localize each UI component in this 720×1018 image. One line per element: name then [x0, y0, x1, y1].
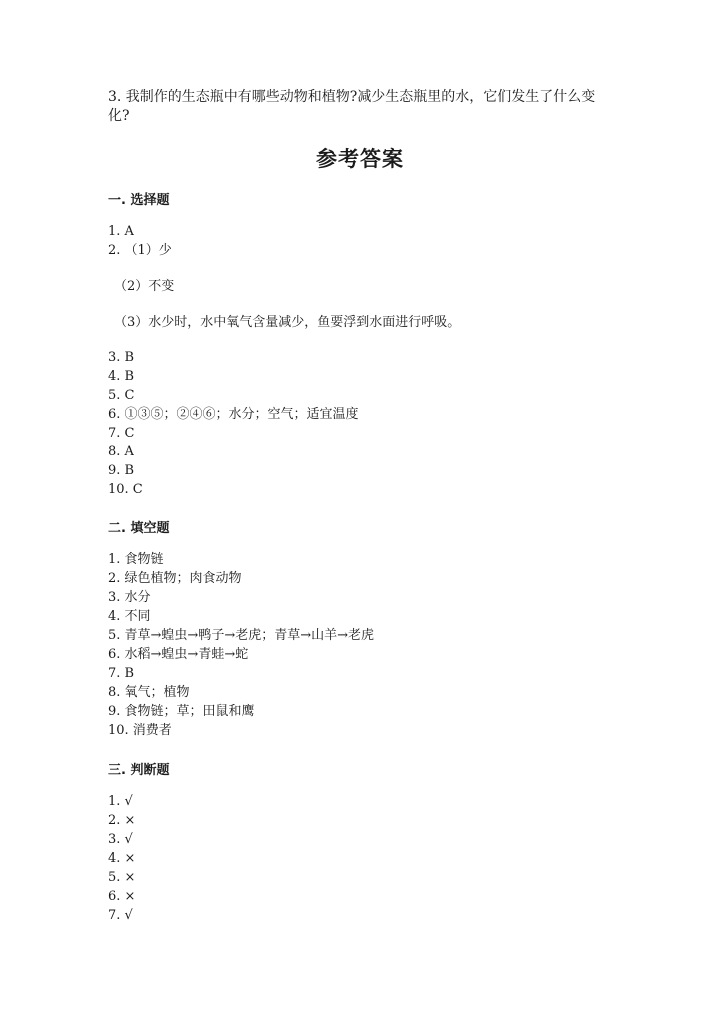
answer-line: 2. 绿色植物；肉食动物 — [108, 571, 242, 586]
answer-line: 10. 消费者 — [108, 723, 172, 738]
answer-line: 4. 不同 — [108, 609, 151, 624]
answer-line: 3. B — [108, 350, 135, 365]
answer-line: 1. A — [108, 224, 134, 239]
answer-line: 9. B — [108, 463, 135, 478]
answer-line: 2. × — [108, 813, 136, 828]
answer-line: 3. 水分 — [108, 590, 151, 605]
answer-line: 6. ①③⑤；②④⑥；水分；空气；适宜温度 — [108, 407, 359, 422]
answer-line: 5. 青草→蝗虫→鸭子→老虎；青草→山羊→老虎 — [108, 628, 374, 643]
answer-line: 3. √ — [108, 832, 133, 847]
answer-line: （2）不变 — [114, 279, 175, 294]
question-3-line-1: 3. 我制作的生态瓶中有哪些动物和植物?减少生态瓶里的水，它们发生了什么变 — [108, 89, 596, 105]
answer-line: 5. × — [108, 870, 136, 885]
answer-line: 1. √ — [108, 794, 133, 809]
section-heading-fill-blank: 二. 填空题 — [108, 521, 170, 536]
answer-line: 2. （1）少 — [108, 243, 172, 258]
section-heading-choice: 一. 选择题 — [108, 193, 170, 208]
answer-line: （3）水少时，水中氧气含量减少，鱼要浮到水面进行呼吸。 — [114, 315, 461, 330]
answer-line: 6. × — [108, 889, 136, 904]
question-3 — [108, 88, 628, 126]
question-3-line-2: 化? — [108, 108, 130, 124]
answer-line: 4. × — [108, 851, 136, 866]
answer-line: 8. 氧气；植物 — [108, 685, 190, 700]
answer-line: 5. C — [108, 388, 135, 403]
section-heading-true-false: 三. 判断题 — [108, 763, 170, 778]
answer-line: 6. 水稻→蝗虫→青蛙→蛇 — [108, 647, 249, 662]
answer-line: 4. B — [108, 369, 135, 384]
answer-line: 9. 食物链；草；田鼠和鹰 — [108, 704, 255, 719]
answer-line: 1. 食物链 — [108, 552, 164, 567]
answer-line: 7. C — [108, 426, 135, 441]
answer-line: 10. C — [108, 482, 143, 497]
answer-line: 7. √ — [108, 908, 133, 923]
answer-line: 7. B — [108, 666, 135, 681]
answer-key-title: 参考答案 — [316, 147, 404, 171]
answer-line: 8. A — [108, 444, 134, 459]
